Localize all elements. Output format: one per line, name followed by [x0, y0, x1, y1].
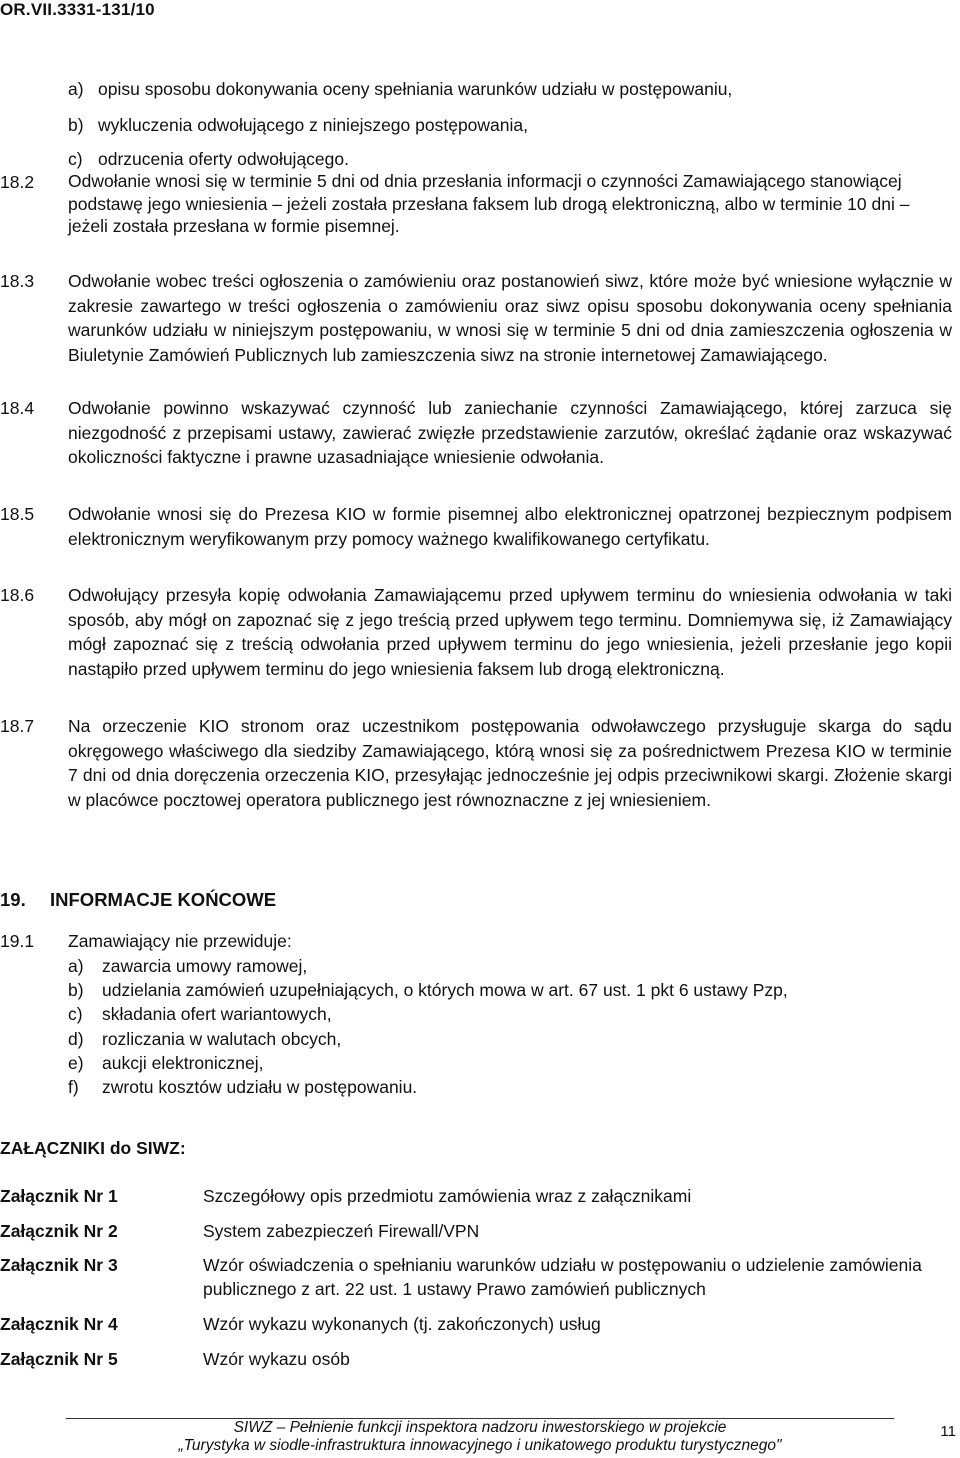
list-item — [68, 1002, 788, 1026]
attachment-name: Załącznik Nr 3 — [0, 1255, 118, 1275]
section-number: 18.6 — [0, 585, 35, 605]
list-text: udzielania zamówień uzupełniających, o których mowa w art. 67 ust. 1 pkt 6 ustawy Pzp, — [102, 980, 788, 1001]
section-title: Zamawiający nie przewiduje: — [68, 931, 292, 951]
attachment-desc: Szczegółowy opis przedmiotu zamówienia wraz z załącznikami — [203, 1186, 692, 1206]
list-letter: b) — [68, 115, 84, 135]
document-reference: OR.VII.3331-131/10 — [0, 0, 155, 19]
list-item — [68, 1075, 788, 1099]
list-letter: b) — [68, 980, 84, 1001]
attachment-desc: Wzór wykazu osób — [203, 1349, 350, 1369]
section-text: Odwołujący przesyła kopię odwołania Zamawiającemu przed upływem terminu do wniesienia odwołania w taki sposób, aby mógł on zapoznać się z jego treścią przed upływem tego terminu. Domniemywa się, iż Zamawiający mógł zapoznać się z treścią odwołania przed upływem terminu do jego wniesienia, jeżeli przesłanie jego kopii nastąpiło przed upływem terminu do jego wniesienia faksem lub drogą elektroniczną. — [68, 585, 952, 679]
list-text: odrzucenia oferty odwołującego. — [98, 149, 349, 169]
list-text: aukcji elektronicznej, — [102, 1052, 264, 1073]
section-text: Odwołanie wobec treści ogłoszenia o zamówieniu oraz postanowień siwz, które może być wniesione wyłącznie w zakresie zawartego w treści ogłoszenia o zamówieniu oraz siwz opisu sposobu dokonywania oceny spełniania warunków udziału w niniejszym postępowaniu, w wnosi się w terminie 5 dni od dnia zamieszczenia ogłoszenia w Biuletynie Zamówień Publicznych lub zamieszczenia siwz na stronie internetowej Zamawiającego. — [68, 271, 952, 365]
attachment-name: Załącznik Nr 2 — [0, 1221, 118, 1241]
list-letter: a) — [68, 956, 84, 976]
footer-project: „Turystyka w siodle-infrastruktura innowacyjnego i unikatowego produktu turystycznego" — [178, 1437, 782, 1454]
section-text: Na orzeczenie KIO stronom oraz uczestnikom postępowania odwoławczego przysługuje skarga do sądu okręgowego właściwego dla siedziby Zamawiającego, którą wnosi się za pośrednictwem Prezesa KIO w terminie 7 dni od dnia doręczenia orzeczenia KIO, przesyłając jednocześnie jej odpis przeciwnikowi skargi. Złożenie skargi w placówce pocztowej operatora publicznego jest równoznaczne z jej wniesieniem. — [68, 716, 952, 810]
attachment-desc: Wzór wykazu wykonanych (tj. zakończonych) usług — [203, 1314, 601, 1334]
page-number: 11 — [940, 1423, 956, 1440]
list-text: opisu sposobu dokonywania oceny spełniania warunków udziału w postępowaniu, — [98, 79, 733, 99]
section-number: 18.4 — [0, 398, 35, 418]
attachment-name: Załącznik Nr 5 — [0, 1349, 118, 1369]
section-number: 19.1 — [0, 931, 35, 951]
section-number: 18.2 — [0, 172, 35, 192]
list-letter: e) — [68, 1052, 84, 1073]
list-item — [68, 114, 528, 136]
list-text: rozliczania w walutach obcych, — [102, 1028, 342, 1049]
attachment-desc: Wzór oświadczenia o spełnianiu warunków udziału w postępowaniu o udzielenie zamówienia publicznego z art. 22 ust. 1 ustawy Prawo zamówień publicznych — [203, 1255, 922, 1299]
exclusions-list — [68, 954, 788, 1099]
section-number: 18.5 — [0, 504, 35, 524]
attachment-name: Załącznik Nr 4 — [0, 1314, 118, 1334]
section-text: Odwołanie powinno wskazywać czynność lub zaniechanie czynności Zamawiającego, której zarzuca się niezgodność z przepisami ustawy, zawierać zwięzłe przedstawienie zarzutów, określać żądanie oraz wskazywać okoliczności faktyczne i prawne uzasadniające wniesienie odwołania. — [68, 398, 952, 467]
attachment-desc: System zabezpieczeń Firewall/VPN — [203, 1221, 480, 1241]
list-letter: a) — [68, 79, 84, 99]
list-item — [68, 148, 349, 170]
list-item — [68, 978, 788, 1002]
list-letter: c) — [68, 1004, 83, 1025]
list-text: zawarcia umowy ramowej, — [102, 956, 308, 976]
list-item — [68, 954, 788, 978]
section-number: 18.7 — [0, 716, 35, 736]
section-text: Odwołanie wnosi się do Prezesa KIO w formie pisemnej albo elektronicznej opatrzonej bezpiecznym podpisem elektronicznym weryfikowanym przy pomocy ważnego kwalifikowanego certyfikatu. — [68, 504, 952, 549]
attachments-heading: ZAŁĄCZNIKI do SIWZ: — [0, 1138, 186, 1158]
section-text: Odwołanie wnosi się w terminie 5 dni od dnia przesłania informacji o czynności Zamawiającego stanowiącej podstawę jego wniesienia – jeżeli została przesłana faksem lub drogą elektroniczną, albo w terminie 10 dni – jeżeli została przesłana w formie pisemnej. — [68, 171, 910, 236]
heading-number: 19. — [0, 889, 26, 910]
list-letter: f) — [68, 1076, 79, 1097]
list-text: zwrotu kosztów udziału w postępowaniu. — [102, 1076, 418, 1097]
list-text: składania ofert wariantowych, — [102, 1004, 332, 1025]
list-item — [68, 1027, 788, 1051]
footer-title: SIWZ – Pełnienie funkcji inspektora nadzoru inwestorskiego w projekcie — [233, 1419, 727, 1436]
list-item — [68, 1051, 788, 1075]
section-19-heading — [0, 889, 276, 911]
list-letter: c) — [68, 149, 83, 169]
heading-title: INFORMACJE KOŃCOWE — [50, 889, 277, 910]
list-text: wykluczenia odwołującego z niniejszego postępowania, — [98, 115, 528, 135]
section-number: 18.3 — [0, 271, 35, 291]
attachment-name: Załącznik Nr 1 — [0, 1186, 118, 1206]
list-letter: d) — [68, 1028, 84, 1049]
list-item — [68, 78, 732, 100]
section-19-1 — [0, 930, 292, 952]
